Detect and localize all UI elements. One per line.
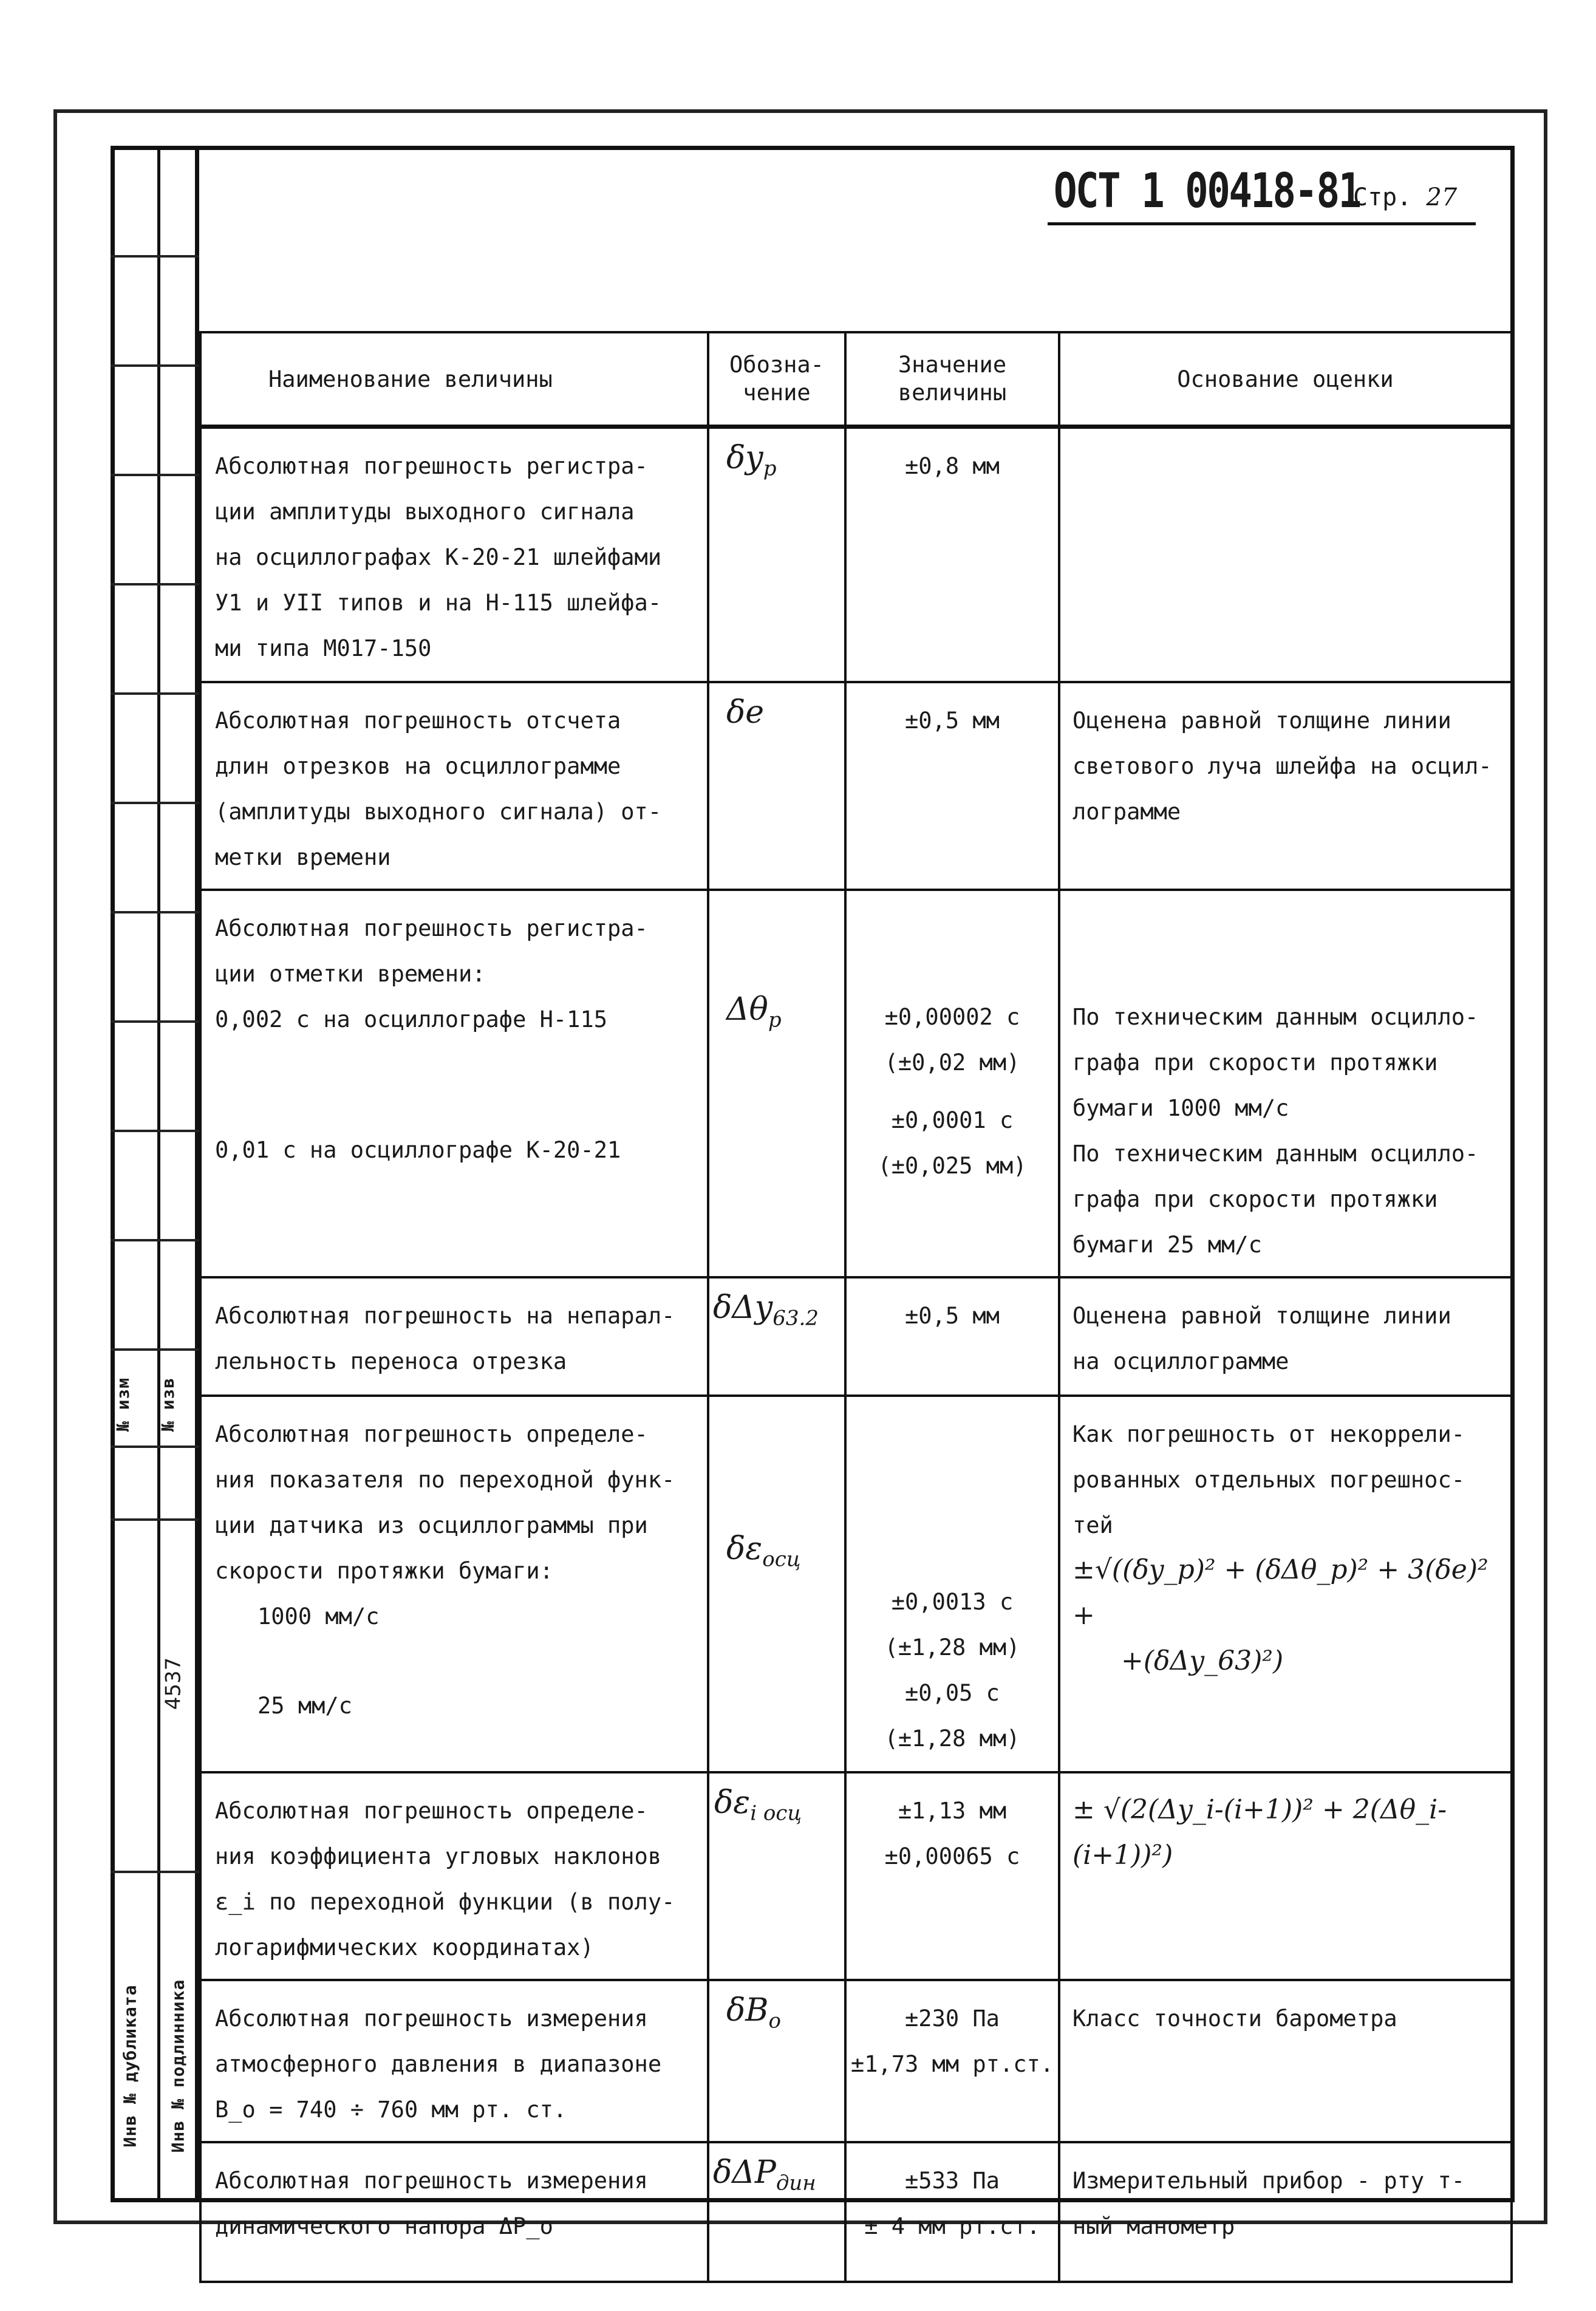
margin-divider xyxy=(111,474,199,476)
header-underline xyxy=(1048,222,1476,225)
margin-label-inv-dubl: Инв № дубликата xyxy=(120,1984,140,2148)
margin-divider xyxy=(111,364,199,367)
row-symbol: $\delta B_o$ xyxy=(726,1992,782,2033)
row-basis: Оценена равной толщине линии на осциллограмме xyxy=(1073,1302,1451,1374)
table-row xyxy=(200,1772,1512,1980)
row-value: ±1,13 мм ±0,00065 с xyxy=(884,1797,1020,1869)
row-value: ±533 Па ± 4 мм рт.ст. xyxy=(864,2167,1040,2239)
table-row xyxy=(200,890,1512,1277)
table-row xyxy=(200,2142,1512,2282)
row-symbol: $\delta\varepsilon_{осц}$ xyxy=(726,1530,801,1571)
table-row xyxy=(200,427,1512,682)
row-symbol: δΔy$_{63.2}$ xyxy=(713,1289,819,1330)
margin-label-inv-podl: Инв № подлинника xyxy=(168,1979,188,2153)
page-label: Стр. xyxy=(1353,183,1412,211)
row-name: Абсолютная погрешность регистра- ции амплитуды выходного сигнала на осциллографах К-20-21 шлейфами У1 и УII типов и на Н-115 шлейфа- ми типа М017-150 xyxy=(215,453,662,661)
margin-divider xyxy=(111,1518,199,1521)
row-name: Абсолютная погрешность измерения атмосферного давления в диапазоне B_o = 740 ÷ 760 мм рт. ст. xyxy=(215,2005,662,2123)
margin-divider xyxy=(111,1348,199,1351)
row-basis: По техническим данным осцилло- графа при скорости протяжки бумаги 1000 мм/с По техническим данным осцилло- графа при скорости протяжки бумаги 25 мм/с xyxy=(1073,1003,1479,1258)
row-name: Абсолютная погрешность отсчета длин отрезков на осциллограмме (амплитуды выходного сигнала) от- метки времени xyxy=(215,707,662,870)
inventory-number: 4537 xyxy=(161,1657,186,1710)
margin-divider xyxy=(111,1446,199,1448)
row-basis xyxy=(1060,1773,1510,1888)
margin-divider xyxy=(111,583,199,585)
row-symbol: $\delta\varepsilon_{i осц}$ xyxy=(714,1784,802,1825)
row-name: Абсолютная погрешность определе- ния коэффициента угловых наклонов ε_i по переходной функции (в полу- логарифмических координатах) xyxy=(215,1797,675,1961)
table-row xyxy=(200,1980,1512,2142)
margin-divider xyxy=(111,1020,199,1023)
margin-divider xyxy=(111,1239,199,1241)
row-symbol: δΔP$_{дин}$ xyxy=(713,2154,816,2195)
margin-column-inner xyxy=(160,146,199,2202)
row-name: Абсолютная погрешность измерения динамического напора ΔP_o xyxy=(215,2167,648,2239)
row-name: Абсолютная погрешность на непарал- лельность переноса отрезка xyxy=(215,1302,675,1374)
table-row xyxy=(200,1277,1512,1396)
table-row xyxy=(200,1396,1512,1772)
margin-column-outer xyxy=(111,146,160,2202)
row-symbol: δe xyxy=(726,694,765,731)
margin-divider xyxy=(111,802,199,804)
row-symbol: $\Delta\theta_p$ xyxy=(726,991,782,1032)
page-value: 27 xyxy=(1426,183,1458,211)
row-value: ±0,5 мм xyxy=(905,707,1000,734)
row-basis: Класс точности барометра xyxy=(1073,2005,1397,2032)
row-value: ±0,5 мм xyxy=(905,1302,1000,1329)
header-basis: Основание оценки xyxy=(1059,332,1512,427)
slope-formula: ± √(2(Δy_i-(i+1))² + 2(Δθ_i-(i+1))²) xyxy=(1073,1794,1447,1871)
document-code: ОСТ 1 00418-81 xyxy=(1054,164,1360,219)
header-name: Наименование величины xyxy=(200,332,708,427)
row-basis: Оценена равной толщине линии светового луча шлейфа на осцил- лограмме xyxy=(1073,707,1492,825)
margin-divider xyxy=(111,1130,199,1132)
margin-divider xyxy=(111,911,199,913)
parameters-table xyxy=(199,331,1513,2283)
row-basis: Как погрешность от некоррели- рованных отдельных погрешнос- тей ±√((δy_p)² + (δΔθ_p)² + 3(δe)² + +(δΔy_63)²) xyxy=(1073,1421,1489,1676)
error-formula: ±√((δy_p)² + (δΔθ_p)² + 3(δe)² + xyxy=(1073,1554,1489,1631)
row-value: ±230 Па ±1,73 мм рт.ст. xyxy=(850,2005,1054,2077)
row-value: ±0,00002 с (±0,02 мм) ±0,0001 с (±0,025 мм) xyxy=(878,1003,1027,1179)
row-value: ±0,0013 с (±1,28 мм) ±0,05 с (±1,28 мм) xyxy=(884,1588,1020,1752)
header-symbol: Обозна- чение xyxy=(708,332,845,427)
margin-divider xyxy=(111,255,199,258)
row-name: Абсолютная погрешность регистра- ции отметки времени: 0,002 с на осциллографе Н-115 0,01 с на осциллографе К-20-21 xyxy=(215,915,648,1163)
margin-label-izm: № изм xyxy=(113,1377,134,1432)
row-symbol: $\delta y_p$ xyxy=(726,440,777,481)
table-header-row xyxy=(200,332,1512,427)
row-basis: Измерительный прибор - рту т- ный манометр xyxy=(1073,2167,1465,2239)
page-number xyxy=(1353,183,1457,211)
error-formula-cont: +(δΔy_63)²) xyxy=(1121,1645,1284,1676)
margin-label-izv: № изв xyxy=(158,1377,179,1432)
table-row xyxy=(200,682,1512,890)
row-basis xyxy=(1060,429,1510,452)
row-value: ±0,8 мм xyxy=(905,453,1000,479)
row-name: Абсолютная погрешность определе- ния показателя по переходной функ- ции датчика из осциллограммы при скорости протяжки бумаги: 1000 мм/с 25 мм/с xyxy=(215,1421,675,1719)
header-value: Значение величины xyxy=(845,332,1059,427)
margin-divider xyxy=(111,1871,199,1873)
margin-divider xyxy=(111,692,199,695)
